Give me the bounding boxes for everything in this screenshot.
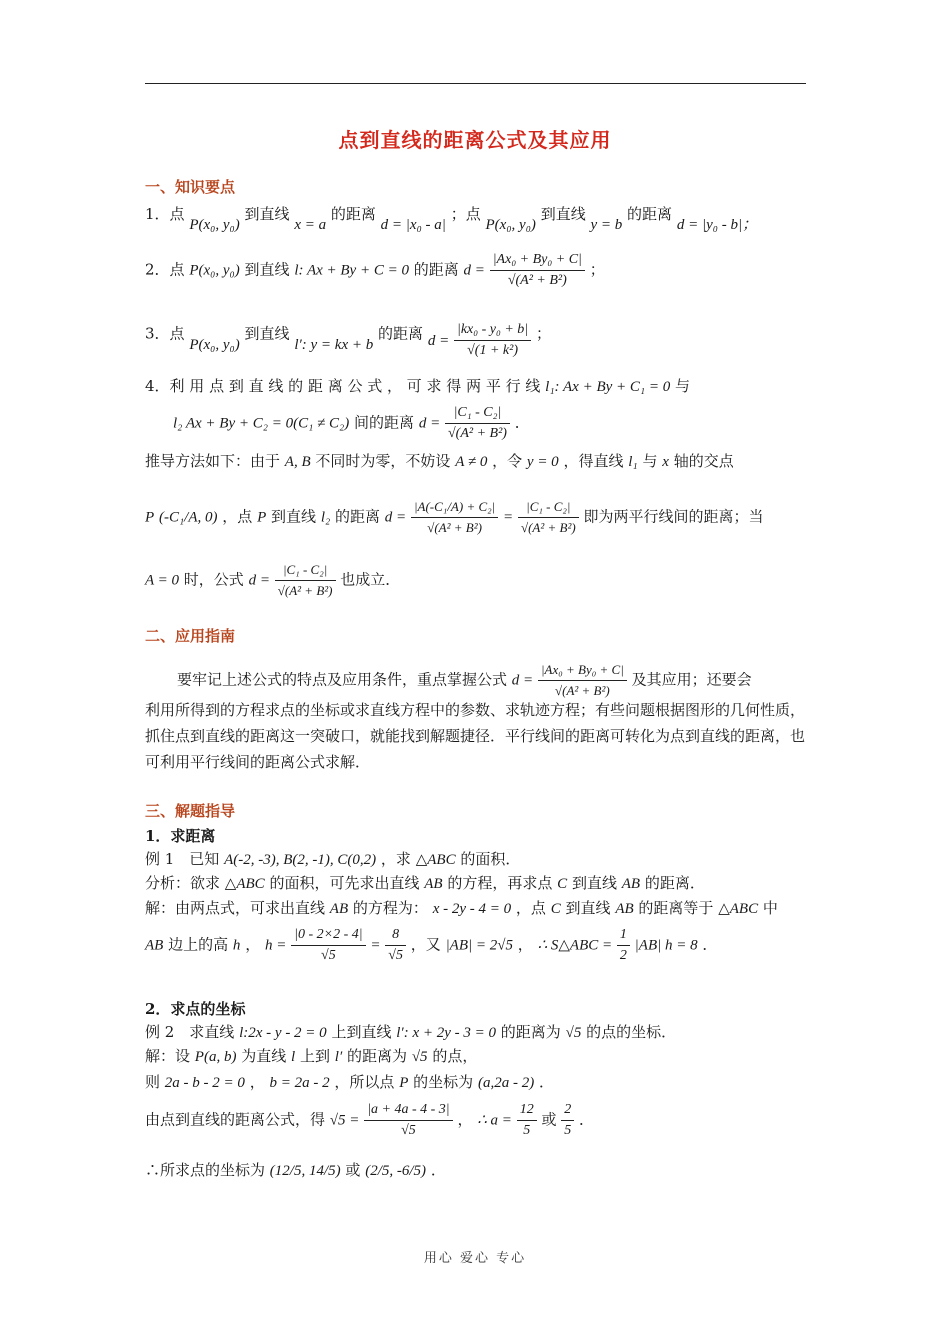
formula: AB xyxy=(145,937,164,954)
formula: P xyxy=(399,1075,409,1091)
knowledge-item-3 xyxy=(145,314,551,358)
formula: ∴ a = xyxy=(477,1112,512,1129)
numerator: |C₁ - C₂| xyxy=(275,560,336,581)
fraction xyxy=(445,403,510,444)
fraction xyxy=(517,1100,537,1141)
text: 的距离为 xyxy=(500,1023,561,1041)
denominator: √(A² + B²) xyxy=(277,583,333,598)
text: 1．点 xyxy=(145,205,185,223)
formula: |AB| = 2√5 xyxy=(445,937,513,954)
text: ． xyxy=(538,1073,554,1091)
text: 中 xyxy=(762,899,778,917)
section-heading-solutions: 三、解题指导 xyxy=(145,802,236,820)
text: 推导方法如下：由于 xyxy=(145,452,281,470)
knowledge-item-4-line2 xyxy=(173,403,530,444)
text: 到直线 xyxy=(244,260,290,279)
text: ， xyxy=(457,1110,473,1129)
text: 由点到直线的距离公式，得 xyxy=(145,1110,326,1129)
numerator: |C₁ - C₂| xyxy=(518,497,579,518)
numerator: 12 xyxy=(517,1100,537,1121)
formula: d = xyxy=(248,572,270,589)
example-1 xyxy=(145,849,520,870)
derivation-line3 xyxy=(145,560,400,601)
formula: (a,2a - 2) xyxy=(477,1075,535,1091)
fraction xyxy=(411,497,498,538)
solution-1-line1 xyxy=(145,898,778,919)
text: 或 xyxy=(345,1161,361,1179)
text: ， xyxy=(249,1073,265,1091)
text: ，令 xyxy=(492,452,523,470)
text: ； xyxy=(535,324,551,343)
numerator: |Ax₀ + By₀ + C| xyxy=(490,250,585,271)
text: 到直线 xyxy=(244,324,290,343)
denominator: √5 xyxy=(401,1123,416,1138)
text: 4．利 用 点 到 直 线 的 距 离 公 式 ， 可 求 得 两 平 行 线 xyxy=(145,377,541,395)
analysis-1 xyxy=(145,873,705,894)
denominator: 5 xyxy=(564,1123,572,1138)
page-footer: 用心 爱心 专心 xyxy=(423,1251,527,1266)
formula: △ABC xyxy=(224,876,265,892)
fraction xyxy=(617,925,630,966)
text: 则 xyxy=(145,1073,161,1091)
knowledge-item-2 xyxy=(145,250,605,291)
formula: l′: y = kx + b xyxy=(294,336,374,353)
formula: l₁: Ax + By + C₁ = 0 xyxy=(545,379,671,395)
text: ，点 xyxy=(515,899,546,917)
formula: P xyxy=(145,509,155,526)
numerator: |A(-C₁/A) + C₂| xyxy=(411,497,498,518)
formula: l₂ xyxy=(320,509,331,526)
text: 的距离． xyxy=(644,874,705,892)
formula: P(x₀, y₀) xyxy=(189,217,240,233)
denominator: 2 xyxy=(619,948,627,963)
text: 2．点 xyxy=(145,260,185,279)
text: 到直线 xyxy=(571,874,617,892)
formula: ∴ S△ABC = xyxy=(537,937,613,954)
formula: l₁ xyxy=(628,454,638,470)
denominator: √(A² + B²) xyxy=(427,520,482,535)
derivation-line1 xyxy=(145,451,734,472)
numerator: 2 xyxy=(561,1100,574,1121)
formula: l₂ Ax + By + C₂ = 0(C₁ ≠ C₂) xyxy=(173,415,350,432)
text: ∴所求点的坐标为 xyxy=(145,1161,266,1179)
formula: (12/5, 14/5) xyxy=(269,1163,341,1179)
formula: (2/5, -6/5) xyxy=(365,1163,427,1179)
solution-2-line2 xyxy=(145,1072,554,1093)
text: 为直线 xyxy=(241,1047,287,1065)
text: ，又 xyxy=(410,935,441,954)
formula: h = xyxy=(264,937,287,954)
formula: l:2x - y - 2 = 0 xyxy=(239,1025,327,1041)
example-2 xyxy=(145,1022,676,1043)
text: 到直线 xyxy=(271,507,317,526)
text: 的点， xyxy=(432,1047,478,1065)
formula: l: Ax + By + C = 0 xyxy=(294,262,409,279)
derivation-line2 xyxy=(145,497,763,538)
formula: d = xyxy=(427,332,450,349)
text: 时，公式 xyxy=(183,570,244,589)
formula: h xyxy=(232,937,241,954)
numerator: |kx₀ - y₀ + b| xyxy=(454,320,531,341)
text: 的距离为 xyxy=(347,1047,408,1065)
solution-2-line1 xyxy=(145,1046,477,1067)
numerator: |Ax₀ + By₀ + C| xyxy=(538,660,627,681)
formula: P(a, b) xyxy=(194,1049,237,1065)
denominator: √(A² + B²) xyxy=(447,426,507,441)
section-heading-guide: 二、应用指南 xyxy=(145,627,236,645)
formula: P(x₀, y₀) xyxy=(189,336,240,353)
formula: d = xyxy=(384,509,407,526)
text: 即为两平行线间的距离；当 xyxy=(583,507,764,526)
formula: d = xyxy=(418,415,441,432)
text: 到直线 xyxy=(244,205,290,223)
text: 及其应用；还要会 xyxy=(631,670,752,689)
formula: d = xyxy=(511,672,534,689)
denominator: √(A² + B²) xyxy=(507,273,567,288)
formula: |AB| h = 8 xyxy=(634,937,698,954)
text: 的距离 xyxy=(413,260,459,279)
text: 到直线 xyxy=(565,899,611,917)
formula: AB xyxy=(621,876,641,892)
formula: l xyxy=(291,1049,296,1065)
formula: A = 0 xyxy=(145,572,180,589)
text: 3．点 xyxy=(145,324,185,343)
text: ． xyxy=(702,935,718,954)
formula: AB xyxy=(329,901,349,917)
denominator: √5 xyxy=(321,948,336,963)
knowledge-item-4-line1 xyxy=(145,376,690,397)
formula: √5 xyxy=(565,1025,582,1041)
solution-2-line4 xyxy=(145,1160,446,1181)
guide-paragraph-line1 xyxy=(177,660,752,701)
header-rule xyxy=(145,83,806,84)
text: 的距离 xyxy=(627,205,673,223)
text: 的距离等于 xyxy=(638,899,714,917)
text: ， xyxy=(245,935,261,954)
section-heading-knowledge: 一、知识要点 xyxy=(145,178,236,196)
knowledge-item-1 xyxy=(145,204,758,233)
fraction xyxy=(490,250,585,291)
text: 例 1 已知 xyxy=(145,850,220,868)
numerator: |C₁ - C₂| xyxy=(445,403,510,424)
text: 的距离 xyxy=(378,324,424,343)
text: 与 xyxy=(642,452,658,470)
text: 的距离 xyxy=(335,507,381,526)
formula: l′: x + 2y - 3 = 0 xyxy=(396,1025,497,1041)
text: ；点 xyxy=(450,205,481,223)
text: 解：设 xyxy=(145,1047,191,1065)
denominator: √(A² + B²) xyxy=(554,683,610,698)
formula: C xyxy=(557,876,568,892)
text: 与 xyxy=(675,377,691,395)
page-title: 点到直线的距离公式及其应用 xyxy=(338,128,612,152)
formula: d = |x₀ - a| xyxy=(380,217,446,233)
text: 边上的高 xyxy=(168,935,229,954)
text: 的方程，再求点 xyxy=(447,874,553,892)
fraction xyxy=(385,925,406,966)
subheading-distance: 1．求距离 xyxy=(145,827,216,845)
formula: √5 xyxy=(411,1049,428,1065)
formula: √5 = xyxy=(329,1112,360,1129)
numerator: |a + 4a - 4 - 3| xyxy=(364,1100,452,1121)
fraction xyxy=(364,1100,452,1141)
formula: x xyxy=(662,454,669,470)
formula: y = 0 xyxy=(526,454,559,470)
numerator: |0 - 2×2 - 4| xyxy=(291,925,365,946)
text: 解：由两点式，可求出直线 xyxy=(145,899,326,917)
text: ， xyxy=(517,935,533,954)
formula: x - 2y - 4 = 0 xyxy=(432,901,512,917)
denominator: 5 xyxy=(523,1123,531,1138)
subheading-point-coordinates: 2．求点的坐标 xyxy=(145,1000,246,1018)
text: ． xyxy=(514,413,530,432)
text: ，点 xyxy=(222,507,253,526)
numerator: 1 xyxy=(617,925,630,946)
formula: AB xyxy=(424,876,443,892)
formula: A(-2, -3), B(2, -1), C(0,2) xyxy=(224,852,377,868)
text: 不同时为零，不妨设 xyxy=(315,452,451,470)
text: 轴的交点 xyxy=(673,452,734,470)
fraction xyxy=(454,320,531,361)
text: 的点的坐标． xyxy=(586,1023,677,1041)
formula: l′ xyxy=(334,1049,343,1065)
text: 的面积，可先求出直线 xyxy=(269,874,420,892)
guide-paragraph-rest: 利用所得到的方程求点的坐标或求直线方程中的参数、求轨迹方程；有些问题根据图形的几何性质，抓住点到直线的距离这一突破口，就能找到解题捷径．平行线间的距离可转化为点到直线的距离，也可利用平行线间的距离公式求解． xyxy=(145,701,806,771)
denominator: √(1 + k²) xyxy=(467,343,518,358)
text: 的方程为： xyxy=(352,899,428,917)
denominator: √5 xyxy=(388,948,403,963)
text: 例 2 求直线 xyxy=(145,1023,235,1041)
text: 到直线 xyxy=(540,205,586,223)
formula: P(x₀, y₀) xyxy=(189,262,240,279)
text: 的面积． xyxy=(460,850,521,868)
formula: P xyxy=(257,509,267,526)
fraction xyxy=(561,1100,574,1141)
fraction xyxy=(518,497,579,538)
text: ． xyxy=(430,1161,446,1179)
formula: x = a xyxy=(294,217,327,233)
formula: A ≠ 0 xyxy=(455,454,488,470)
formula: (-C₁/A, 0) xyxy=(158,509,218,526)
text: 要牢记上述公式的特点及应用条件，重点掌握公式 xyxy=(177,670,508,689)
formula: AB xyxy=(615,901,634,917)
denominator: √(A² + B²) xyxy=(520,520,576,535)
formula: d = |y₀ - b|； xyxy=(676,217,758,233)
text: ，求 xyxy=(380,850,411,868)
text: 分析：欲求 xyxy=(145,874,221,892)
formula: = xyxy=(503,509,514,526)
text: 或 xyxy=(541,1110,557,1129)
fraction xyxy=(291,925,365,966)
solution-2-line3 xyxy=(145,1100,594,1141)
text: 上到直线 xyxy=(331,1023,392,1041)
fraction xyxy=(275,560,336,601)
formula: d = xyxy=(463,262,485,279)
text: 间的距离 xyxy=(354,413,415,432)
text: 的坐标为 xyxy=(413,1073,474,1091)
fraction xyxy=(538,660,627,701)
text: 也成立． xyxy=(340,570,401,589)
solution-1-line2 xyxy=(145,925,717,966)
formula: A, B xyxy=(284,454,311,470)
formula: △ABC xyxy=(718,901,759,917)
formula: △ABC xyxy=(415,852,456,868)
formula: 2a - b - 2 = 0 xyxy=(164,1075,245,1091)
formula: y = b xyxy=(590,217,623,233)
formula: = xyxy=(370,937,381,954)
text: ，所以点 xyxy=(334,1073,395,1091)
formula: P(x₀, y₀) xyxy=(485,217,536,233)
formula: C xyxy=(550,901,561,917)
text: ； xyxy=(589,260,605,279)
text: ． xyxy=(579,1110,595,1129)
text: 上到 xyxy=(299,1047,330,1065)
text: 的距离 xyxy=(330,205,376,223)
formula: b = 2a - 2 xyxy=(269,1075,330,1091)
text: ，得直线 xyxy=(563,452,624,470)
numerator: 8 xyxy=(385,925,406,946)
